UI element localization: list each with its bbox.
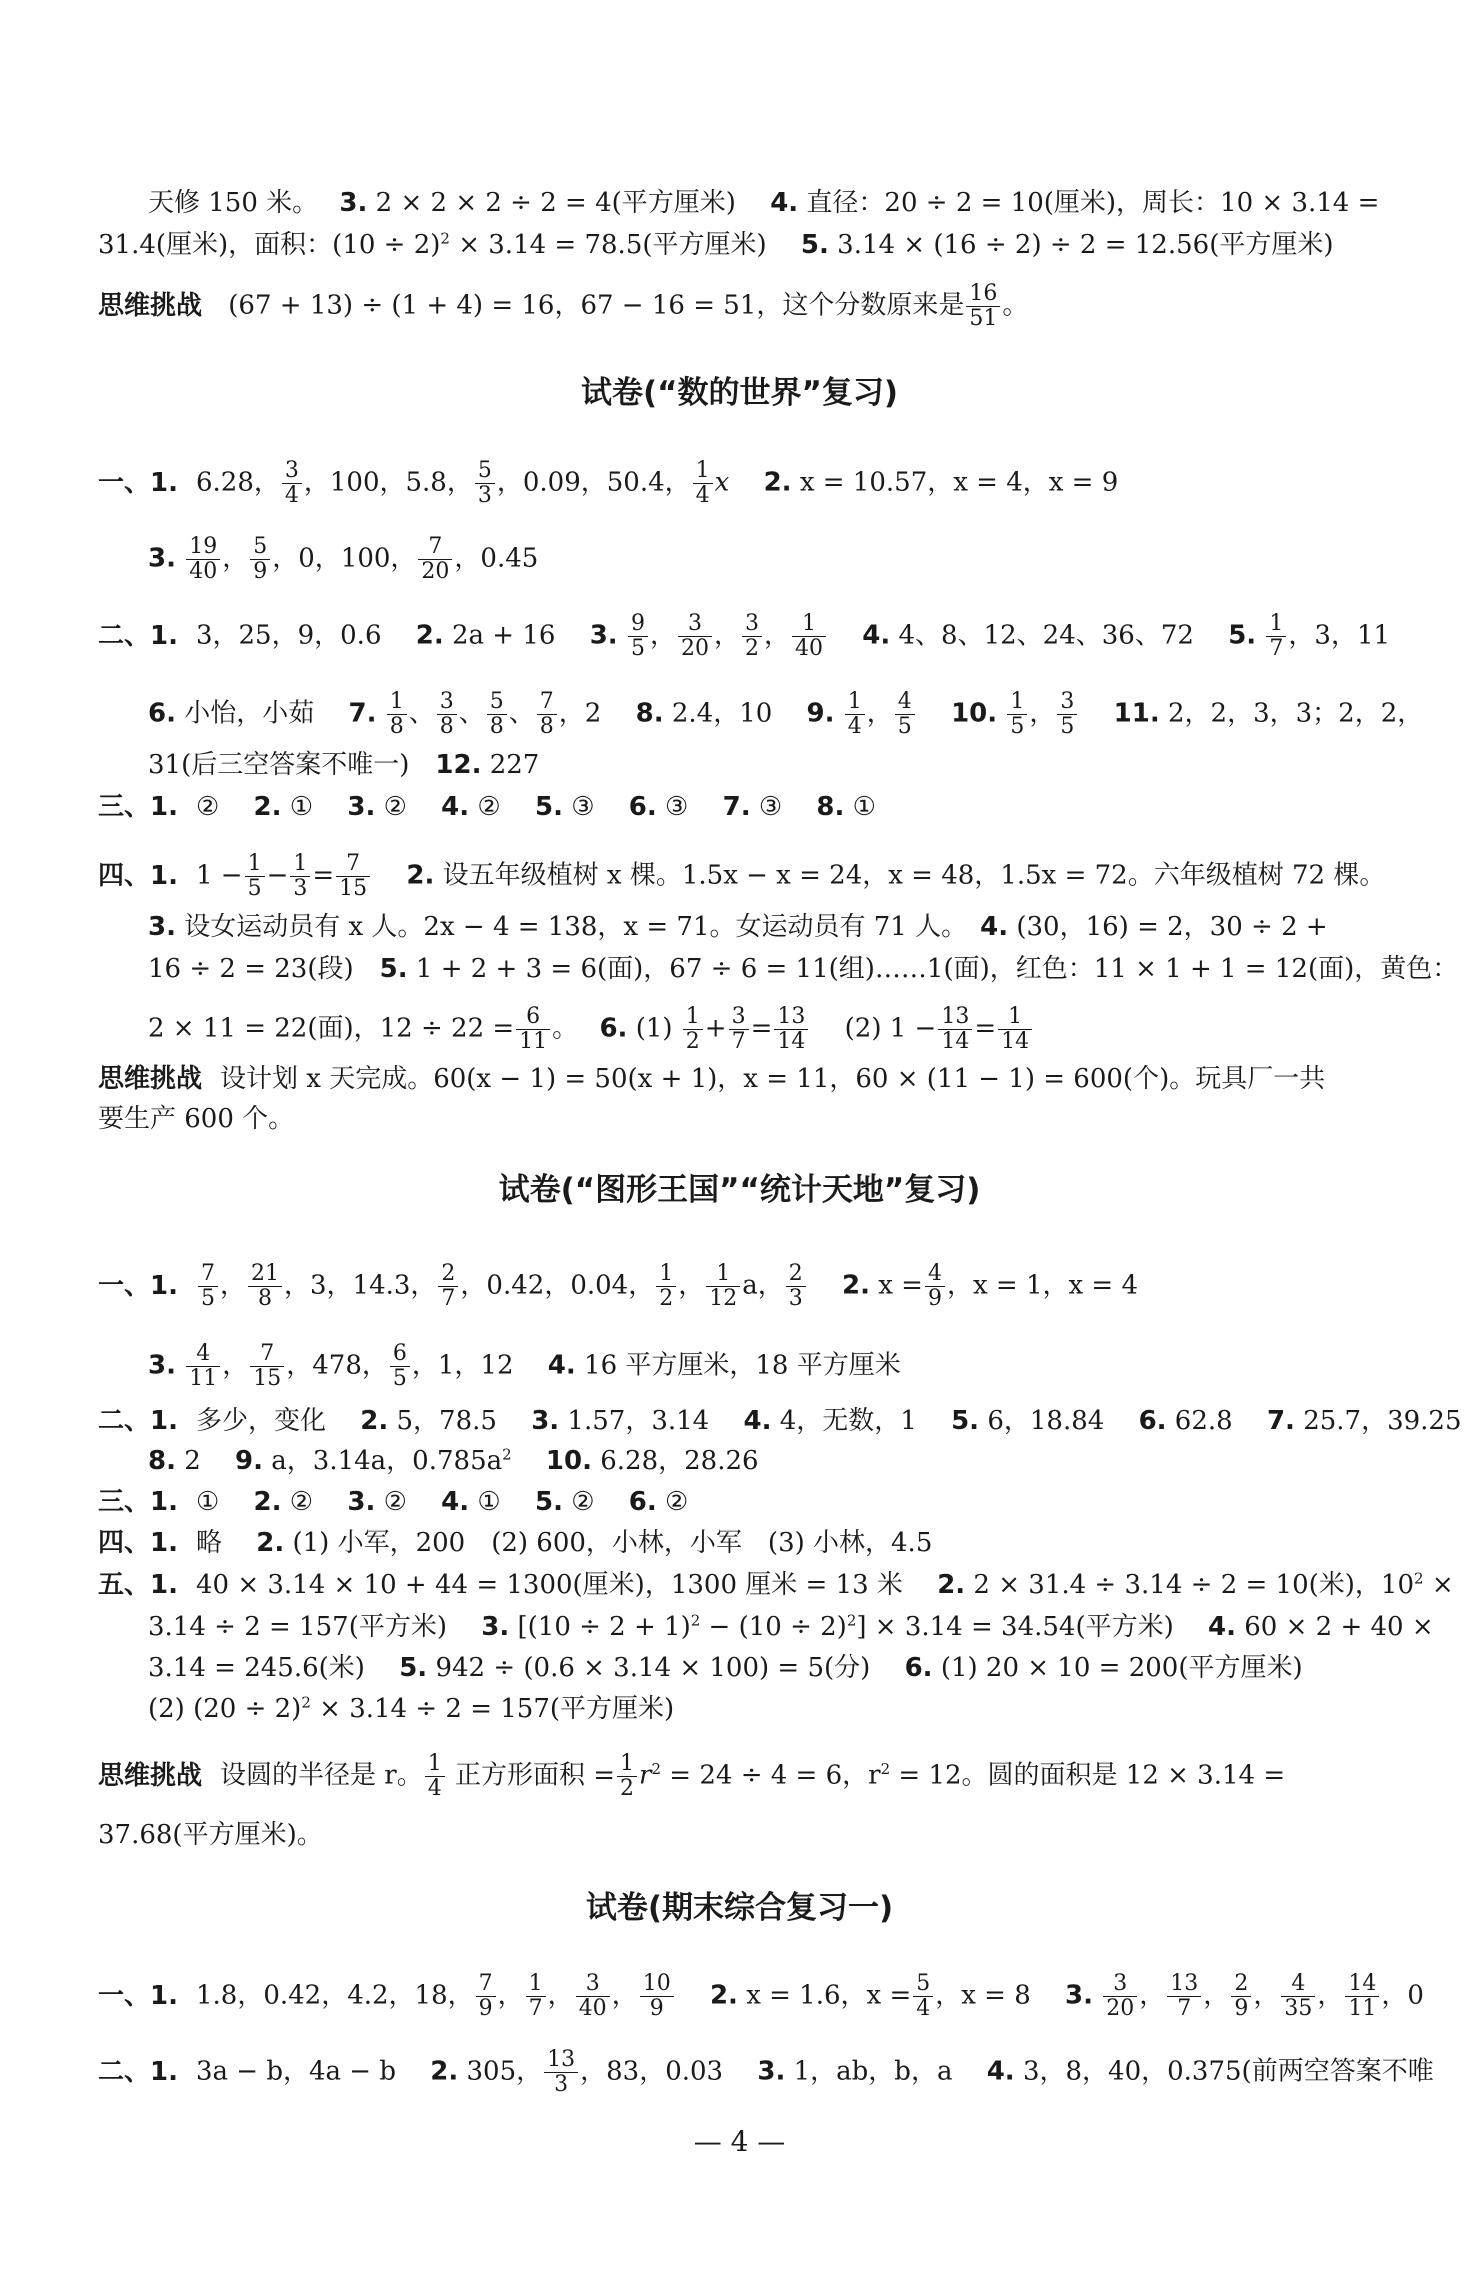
fraction: $\frac{4}{11}$ xyxy=(186,1342,220,1391)
fraction: $\frac{6}{5}$ xyxy=(390,1342,410,1391)
answer-line: 五、1. 40 × 3.14 × 10 + 44 = 1300(厘米)，1300 厘米 = 13 米 2. 2 × 31.4 ÷ 3.14 ÷ 2 = 10(米)，$10^2$ × xyxy=(98,1569,1454,1600)
fraction: $\frac{1}{12}$ xyxy=(706,1262,740,1311)
fraction: $\frac{1}{3}$ xyxy=(290,852,310,901)
fraction: $\frac{1}{2}$ xyxy=(617,1752,637,1801)
answer-line: 3. $\frac{19}{40}$ ， $\frac{5}{9}$ ，0，100， $\frac{7}{20}$ ，0.45 xyxy=(148,534,539,584)
fraction: $\frac{13}{14}$ xyxy=(774,1005,808,1054)
thinking-challenge: 思维挑战 设计划 x 天完成。60(x − 1) = 50(x + 1)，x = 11，60 × (11 − 1) = 600(个)。玩具厂一共 xyxy=(98,1064,1326,1094)
fraction: $\frac{16}{51}$ xyxy=(966,282,1000,331)
answer-line: (2) $(20 \div 2)^2 \times 3.14 \div 2 = 157$(平方厘米) xyxy=(148,1693,675,1724)
answer-line: 3.14 ÷ 2 = 157(平方米) 3. $[(10 \div 2 + 1)^2 - (10 \div 2)^2] \times 3.14 = 34.54$(平方米) 4. 60 × 2 + 40 × xyxy=(148,1611,1434,1642)
thinking-challenge-label: 思维挑战 xyxy=(98,1064,203,1094)
fraction: $\frac{3}{5}$ xyxy=(1057,690,1077,739)
fraction: $\frac{13}{7}$ xyxy=(1167,1972,1201,2021)
answer-line: 一、1. 6.28， $\frac{3}{4}$ ，100，5.8， $\frac{5}{3}$ ，0.09，50.4， $\frac{1}{4}$ x 2. x = 10.57，x = 4，x = 9 xyxy=(98,458,1119,508)
fraction: $\frac{3}{20}$ xyxy=(678,612,712,661)
fraction: $\frac{1}{8}$ xyxy=(387,690,407,739)
fraction: $\frac{2}{3}$ xyxy=(786,1262,806,1311)
answer-line: 二、1. 3a − b，4a − b 2. 305， $\frac{13}{3}$ ，83，0.03 3. 1，ab，b，a 4. 3，8，40，0.375(前两空答案不唯 xyxy=(98,2047,1434,2097)
fraction: $\frac{13}{3}$ xyxy=(544,2048,578,2097)
fraction: $\frac{2}{9}$ xyxy=(1231,1972,1251,2021)
thinking-challenge: 思维挑战 设圆的半径是 r。 $\frac{1}{4}$ 正方形面积 = $\frac{1}{2}$ $r^2 = 24 \div 4 = 6$，$r^2 = 12$。圆的面积是 12 × 3.14 = xyxy=(98,1751,1286,1801)
fraction: $\frac{3}{2}$ xyxy=(742,612,762,661)
fraction: $\frac{13}{14}$ xyxy=(938,1005,972,1054)
fraction: $\frac{1}{4}$ xyxy=(845,690,865,739)
fraction: $\frac{1}{2}$ xyxy=(683,1005,703,1054)
answer-line: 要生产 600 个。 xyxy=(98,1104,295,1134)
fraction: $\frac{1}{5}$ xyxy=(245,852,265,901)
answer-line: 四、1. 1 − $\frac{1}{5}$ − $\frac{1}{3}$ = $\frac{7}{15}$ 2. 设五年级植树 x 棵。1.5x − x = 24，x = 48，1.5x = 72。六年级植树 72 棵。 xyxy=(98,851,1386,901)
fraction: $\frac{4}{5}$ xyxy=(895,690,915,739)
fraction: $\frac{3}{8}$ xyxy=(437,690,457,739)
fraction: $\frac{7}{9}$ xyxy=(476,1972,496,2021)
fraction: $\frac{1}{40}$ xyxy=(792,612,826,661)
thinking-challenge-label: 思维挑战 xyxy=(98,290,203,321)
answer-line: 16 ÷ 2 = 23(段) 5. 1 + 2 + 3 = 6(面)，67 ÷ 6 = 11(组)……1(面)，红色：11 × 1 + 1 = 12(面)，黄色： xyxy=(148,954,1459,984)
fraction: $\frac{1}{5}$ xyxy=(1007,690,1027,739)
thinking-challenge: 思维挑战 (67 + 13) ÷ (1 + 4) = 16，67 − 16 = 51，这个分数原来是 $\frac{16}{51}$ 。 xyxy=(98,281,1029,331)
answer-line: 一、1. $\frac{7}{5}$ ， $\frac{21}{8}$ ，3，14.3， $\frac{2}{7}$ ，0.42，0.04， $\frac{1}{2}$ ， $\frac{1}{12}$ a， $\frac{2}{3}$ 2. x = $\frac{4}{9}$ ，x = 1，x = 4 xyxy=(98,1261,1139,1311)
fraction: $\frac{1}{2}$ xyxy=(656,1262,676,1311)
fraction: $\frac{1}{4}$ xyxy=(693,459,713,508)
fraction: $\frac{1}{4}$ xyxy=(425,1752,445,1801)
answer-line: 31(后三空答案不唯一) 12. 227 xyxy=(148,750,540,780)
page-number: — 4 — xyxy=(693,2125,786,2158)
fraction: $\frac{4}{9}$ xyxy=(925,1262,945,1311)
fraction: $\frac{5}{9}$ xyxy=(250,535,270,584)
answer-line: 天修 150 米。 3. 2 × 2 × 2 ÷ 2 = 4(平方厘米) 4. 直径：20 ÷ 2 = 10(厘米)，周长：10 × 3.14 = xyxy=(148,188,1380,218)
answer-line: 3. 设女运动员有 x 人。2x − 4 = 138，x = 71。女运动员有 71 人。 4. (30，16) = 2，30 ÷ 2 + xyxy=(148,912,1328,942)
answer-line: 3.14 = 245.6(米) 5. 942 ÷ (0.6 × 3.14 × 100) = 5(分) 6. (1) 20 × 10 = 200(平方厘米) xyxy=(148,1653,1303,1683)
fraction: $\frac{1}{14}$ xyxy=(998,1005,1032,1054)
fraction: $\frac{7}{8}$ xyxy=(537,690,557,739)
fraction: $\frac{7}{15}$ xyxy=(336,852,370,901)
fraction: $\frac{3}{7}$ xyxy=(729,1005,749,1054)
fraction: $\frac{19}{40}$ xyxy=(186,535,220,584)
answer-line: 二、1. 3，25，9，0.6 2. 2a + 16 3. $\frac{9}{5}$ ， $\frac{3}{20}$ ， $\frac{3}{2}$ ， $\frac{1}{40}$ 4. 4、8、12、24、36、72 5. $\frac{1}{7}$ ，3，11 xyxy=(98,611,1391,661)
fraction: $\frac{14}{11}$ xyxy=(1345,1972,1379,2021)
answer-line: 二、1. 多少，变化 2. 5，78.5 3. 1.57，3.14 4. 4，无数，1 5. 6，18.84 6. 62.8 7. 25.7，39.25 xyxy=(98,1406,1462,1436)
fraction: $\frac{21}{8}$ xyxy=(248,1262,282,1311)
fraction: $\frac{2}{7}$ xyxy=(438,1262,458,1311)
fraction: $\frac{7}{20}$ xyxy=(418,535,452,584)
section-title: 试卷(“图形王国”“统计天地”复习) xyxy=(498,1172,981,1208)
answer-line: 37.68(平方厘米)。 xyxy=(98,1820,323,1850)
fraction: $\frac{5}{3}$ xyxy=(475,459,495,508)
answer-line: 一、1. 1.8，0.42，4.2，18， $\frac{7}{9}$ ， $\frac{1}{7}$ ， $\frac{3}{40}$ ， $\frac{10}{9}$ 2. x = 1.6，x = $\frac{5}{4}$ ，x = 8 3. $\frac{3}{20}$ ， $\frac{13}{7}$ ， $\frac{2}{9}$ ， $\frac{4}{35}$ ， $\frac{14}{11}$ ，0 xyxy=(98,1971,1424,2021)
fraction: $\frac{5}{4}$ xyxy=(913,1972,933,2021)
fraction: $\frac{1}{7}$ xyxy=(526,1972,546,2021)
fraction: $\frac{3}{40}$ xyxy=(576,1972,610,2021)
answer-line: 三、1. ② 2. ① 3. ② 4. ② 5. ③ 6. ③ 7. ③ 8. ① xyxy=(98,792,876,822)
answer-line: 6. 小怡，小茹 7. $\frac{1}{8}$ 、 $\frac{3}{8}$ 、 $\frac{5}{8}$ 、 $\frac{7}{8}$ ，2 8. 2.4，10 9. $\frac{1}{4}$ ， $\frac{4}{5}$ 10. $\frac{1}{5}$ ， $\frac{3}{5}$ 11. 2，2，3，3；2，2， xyxy=(148,689,1424,739)
answer-line: 四、1. 略 2. (1) 小军，200 (2) 600，小林，小军 (3) 小林，4.5 xyxy=(98,1528,933,1558)
fraction: $\frac{6}{11}$ xyxy=(516,1005,550,1054)
fraction: $\frac{4}{35}$ xyxy=(1281,1972,1315,2021)
answer-line: 三、1. ① 2. ② 3. ② 4. ① 5. ② 6. ② xyxy=(98,1487,689,1517)
answer-line: 31.4(厘米)，面积：$(10 \div 2)^2 \times 3.14 = 78.5$(平方厘米) 5. 3.14 × (16 ÷ 2) ÷ 2 = 12.56(平方厘米) xyxy=(98,229,1334,260)
section-title: 试卷(期末综合复习一) xyxy=(585,1890,894,1926)
fraction: $\frac{5}{8}$ xyxy=(487,690,507,739)
section-title: 试卷(“数的世界”复习) xyxy=(580,375,899,411)
fraction: $\frac{7}{15}$ xyxy=(250,1342,284,1391)
answer-line: 8. 2 9. a，3.14a，$0.785a^2$ 10. 6.28，28.26 xyxy=(148,1445,759,1476)
fraction: $\frac{10}{9}$ xyxy=(640,1972,674,2021)
fraction: $\frac{1}{7}$ xyxy=(1266,612,1286,661)
fraction: $\frac{3}{20}$ xyxy=(1103,1972,1137,2021)
answer-line: 3. $\frac{4}{11}$ ， $\frac{7}{15}$ ，478， $\frac{6}{5}$ ，1，12 4. 16 平方厘米，18 平方厘米 xyxy=(148,1341,901,1391)
fraction: $\frac{3}{4}$ xyxy=(282,459,302,508)
answer-line: 2 × 11 = 22(面)，12 ÷ 22 = $\frac{6}{11}$ 。 6. (1) $\frac{1}{2}$ + $\frac{3}{7}$ = $\frac{13}{14}$ (2) 1 − $\frac{13}{14}$ = $\frac{1}{14}$ xyxy=(0,1005,1479,1054)
fraction: $\frac{9}{5}$ xyxy=(628,612,648,661)
thinking-challenge-label: 思维挑战 xyxy=(98,1760,203,1791)
fraction: $\frac{7}{5}$ xyxy=(198,1262,218,1311)
